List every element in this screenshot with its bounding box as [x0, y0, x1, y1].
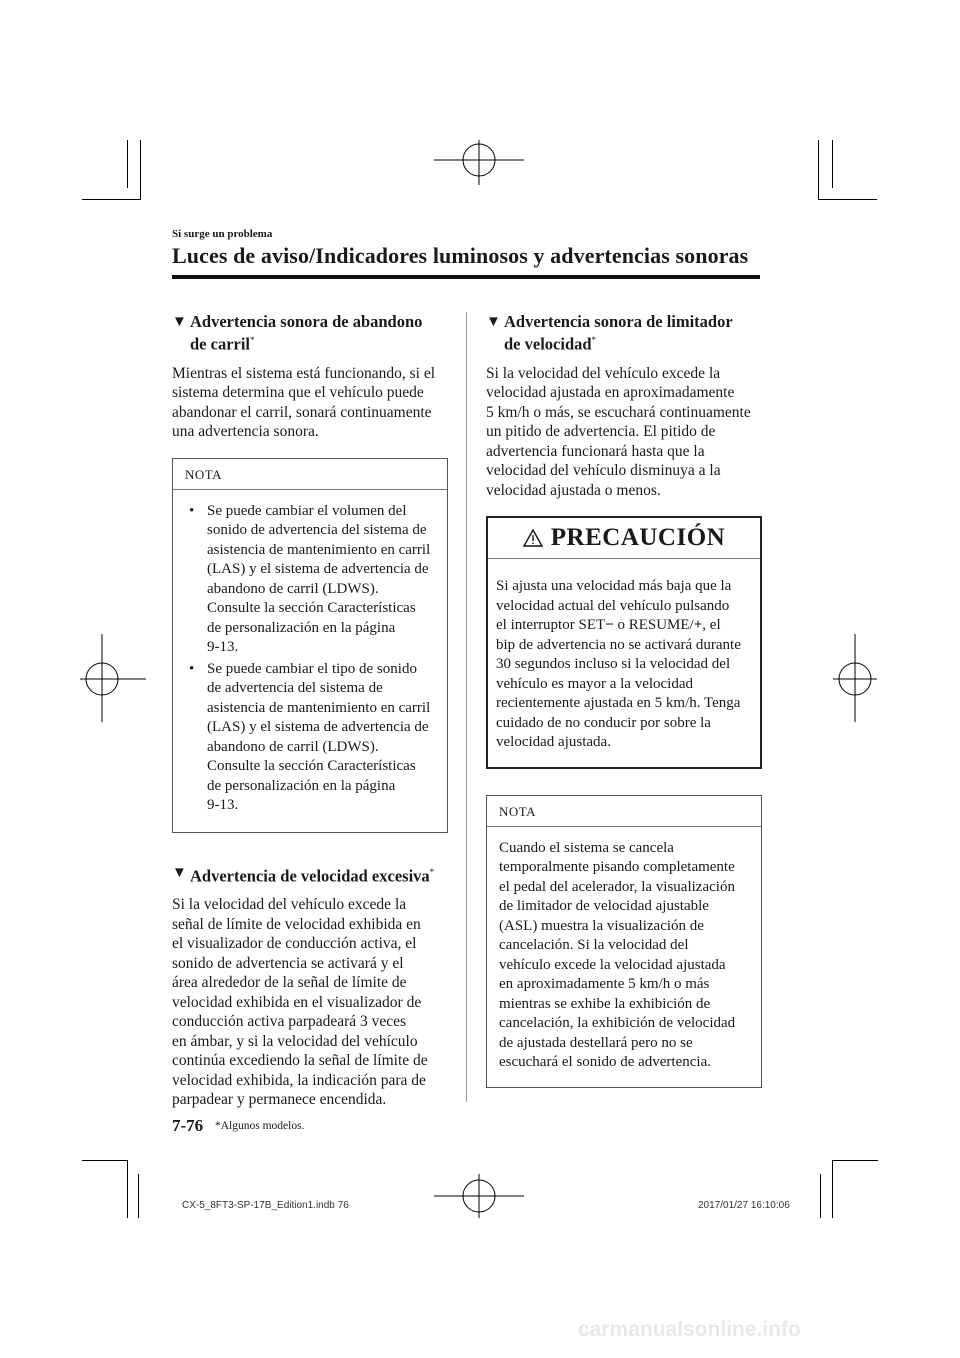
- note-box: [172, 458, 448, 833]
- header-divider: [172, 275, 760, 279]
- lane-departure-heading: ▼ Advertencia sonora de abandono de carril*: [172, 312, 423, 354]
- footnote: *Algunos modelos.: [215, 1120, 305, 1132]
- overspeed-body: Si la velocidad del vehículo excede la señal de límite de velocidad exhibida en el visualizador de conducción activa, el sonido de advertencia se activará y el área alrededor de la señal de límite de velocidad exhibida en el visualizador de conducción activa parpadeará 3 veces en ámbar, y si la velocidad del vehículo continúa excediendo la señal de límite de velocidad exhibida, la indicación para de parpadear y permanece encendida.: [172, 896, 428, 1108]
- caution-text: Si ajusta una velocidad más baja que la velocidad actual del vehículo pulsando el interruptor SET− o RESUME/+, el bip de advertencia no se activará durante 30 segundos incluso si la velocidad del vehículo es mayor a la velocidad recientemente ajustada en 5 km/h. Tenga cuidado de no conducir por sobre la velocidad ajustada.: [496, 578, 741, 750]
- page-number: 7-76: [172, 1116, 204, 1135]
- speed-limiter-body: Si la velocidad del vehículo excede la velocidad ajustada en aproximadamente 5 km/h o más, se escuchará continuamente un pitido de advertencia. El pitido de advertencia funcionará hasta que la velocidad del vehículo disminuya a la velocidad ajustada o menos.: [486, 364, 751, 499]
- caution-title: PRECAUCIÓN: [550, 524, 726, 551]
- footnote-marker: *: [250, 335, 255, 345]
- lane-departure-body: Mientras el sistema está funcionando, si el sistema determina que el vehículo puede abandonar el carril, sonará continuamente una advertencia sonora.: [172, 364, 436, 440]
- triangle-down-icon: ▼: [486, 314, 501, 330]
- caution-box: [486, 516, 762, 769]
- note-title: NOTA: [487, 796, 761, 827]
- overspeed-heading: ▼ Advertencia de velocidad excesiva*: [172, 864, 435, 885]
- bullet-icon: •: [189, 502, 195, 519]
- left-column: [172, 312, 448, 1110]
- footnote-marker: *: [429, 866, 435, 877]
- list-item: • Se puede cambiar el tipo de sonido de advertencia del sistema de asistencia de mantenimiento en carril (LAS) y el sistema de advertencia de abandono de carril (LDWS). Consulte la sección Características de personalización en la página 9-13.: [185, 660, 437, 816]
- list-item: • Se puede cambiar el volumen del sonido de advertencia del sistema de asistencia de mantenimiento en carril (LAS) y el sistema de advertencia de abandono de carril (LDWS). Consulte la sección Características de personalización en la página 9-13.: [185, 502, 437, 658]
- print-timestamp: 2017/01/27 16:10:06: [698, 1200, 790, 1211]
- note-title: NOTA: [173, 459, 447, 490]
- page-title: Luces de aviso/Indicadores luminosos y advertencias sonoras: [172, 243, 749, 268]
- triangle-down-icon: ▼: [172, 864, 187, 881]
- right-column: [486, 312, 762, 1088]
- plus-icon: +: [693, 617, 703, 633]
- warning-triangle-icon: [523, 529, 543, 547]
- watermark: carmanualsonline.info: [578, 1318, 801, 1341]
- note-text: Cuando el sistema se cancela temporalmente pisando completamente el pedal del acelerador, la visualización de limitador de velocidad ajustable (ASL) muestra la visualización de cancelación. Si la velocidad del vehículo excede la velocidad ajustada en aproximadamente 5 km/h o más mientras se exhibe la exhibición de cancelación, la exhibición de velocidad de ajustada destellará pero no se escuchará el sonido de advertencia.: [499, 839, 736, 1070]
- triangle-down-icon: ▼: [172, 314, 187, 330]
- minus-icon: −: [605, 617, 614, 633]
- bullet-icon: •: [189, 660, 195, 677]
- footnote-marker: *: [591, 335, 597, 345]
- column-divider: [466, 312, 467, 1102]
- speed-limiter-heading: ▼ Advertencia sonora de limitador de velocidad*: [486, 312, 733, 354]
- section-label: Si surge un problema: [172, 228, 273, 240]
- caution-header: [488, 518, 760, 559]
- note-box: [486, 795, 762, 1088]
- print-file-info: CX-5_8FT3-SP-17B_Edition1.indb 76: [182, 1200, 349, 1211]
